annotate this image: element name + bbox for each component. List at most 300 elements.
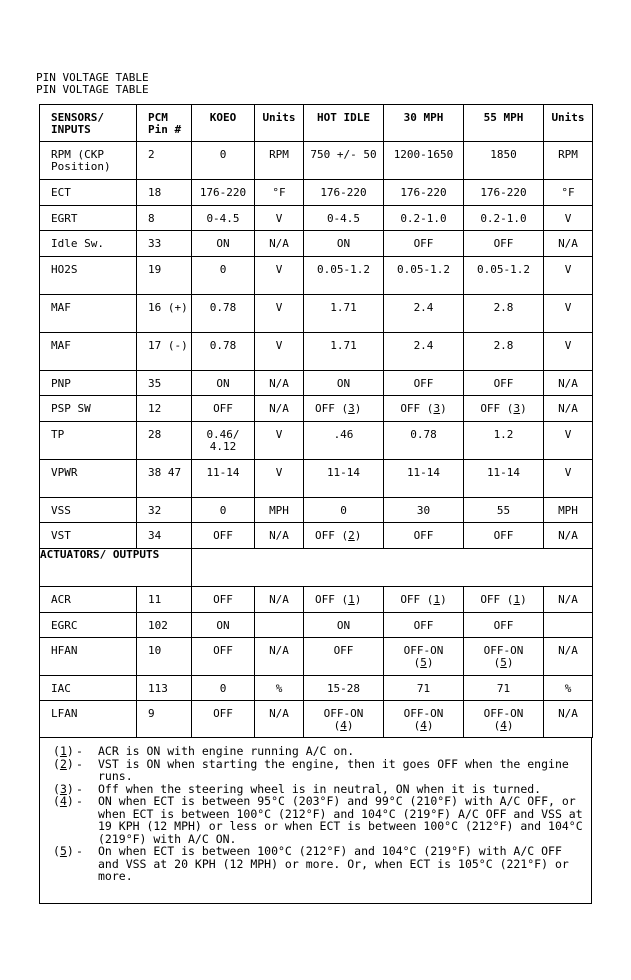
cell-value: 0.05-1.2 [317, 263, 370, 276]
koeo-cell [192, 180, 255, 206]
header-cell: Units [255, 105, 304, 142]
koeo-cell [192, 371, 255, 396]
cell-value: N/A [269, 377, 289, 390]
cell-value: OFF [493, 377, 514, 390]
cell-value: .46 [333, 428, 354, 441]
koeo-cell [192, 523, 255, 549]
footnote: (4) - ON when ECT is between 95°C (203°F) and 99°C (210°F) with A/C OFF, or when ECT is between 100°C (212°F) and 104°C (219°F) A/C OFF and VSS at 19 KPH (12 MPH) or less or when ECT is between 100°C (212°F) and 104°C (219°F) with A/C ON. [53, 795, 587, 845]
hot-idle-cell [304, 180, 384, 206]
cell-value: 1.71 [330, 339, 357, 352]
cell-value: OFF [213, 707, 233, 720]
cell-value: 750 +/- 50 [310, 148, 377, 161]
header-cell: HOT IDLE [304, 105, 384, 142]
mph30-cell [384, 295, 464, 333]
table-header-row [40, 105, 593, 142]
footnote-number: 4 [59, 794, 67, 808]
cell-value: 0.78 [410, 428, 437, 441]
cell-value: V [275, 263, 283, 276]
koeo-cell [192, 638, 255, 676]
cell-value: 176-220 [480, 186, 527, 199]
cell-value: 0 [340, 504, 347, 517]
mph55-cell [464, 180, 544, 206]
footnote-text: Off when the steering wheel is in neutral, ON when it is turned. [98, 781, 542, 796]
mph30-cell [384, 498, 464, 523]
mph30-cell [384, 460, 464, 498]
cell-value: EGRT [51, 212, 78, 225]
hot-idle-cell: OFF (1) [304, 587, 384, 613]
koeo-cell [192, 206, 255, 231]
cell-value: V [564, 263, 572, 276]
mph30-cell [384, 523, 464, 549]
cell-value: 10 [148, 644, 162, 657]
units2-cell [544, 295, 593, 333]
cell-value: OFF [400, 593, 421, 606]
table-row [40, 371, 593, 396]
page-title: PIN VOLTAGE TABLE [36, 71, 149, 84]
table-row [40, 142, 593, 180]
cell-value: OFF [413, 237, 434, 250]
cell-value: 0 [219, 682, 227, 695]
cell-value: 34 [148, 529, 162, 542]
pin-cell [137, 523, 192, 549]
cell-value: OFF [493, 237, 514, 250]
cell-value: MAF [51, 339, 71, 352]
units1-cell [255, 676, 304, 701]
cell-value: OFF [493, 619, 514, 632]
units1-cell [255, 701, 304, 738]
cell-value: VSS [51, 504, 71, 517]
cell-value: 113 [148, 682, 168, 695]
table-row [40, 333, 593, 371]
mph55-cell [464, 295, 544, 333]
cell-value: 0.2-1.0 [480, 212, 527, 225]
cell-value: OFF [333, 644, 354, 657]
hot-idle-cell [304, 257, 384, 295]
mph55-cell [464, 613, 544, 638]
units2-cell [544, 638, 593, 676]
cell-value: N/A [558, 402, 578, 415]
cell-value: RPM [558, 148, 578, 161]
cell-value: 71 [496, 682, 511, 695]
cell-value: OFF [213, 529, 233, 542]
units1-cell [255, 396, 304, 422]
footnote-ref: 1 [348, 593, 355, 606]
cell-value: V [275, 301, 283, 314]
cell-value: 0 [219, 504, 227, 517]
cell-value: 11-14 [206, 466, 240, 479]
name-cell [40, 523, 137, 549]
footnote-number: 2 [59, 756, 67, 771]
table-row [40, 422, 593, 460]
cell-value: 0-4.5 [326, 212, 361, 225]
cell-value: HFAN [51, 644, 78, 657]
cell-value: V [275, 339, 283, 352]
units2-cell [544, 257, 593, 295]
koeo-cell [192, 231, 255, 257]
footnote-ref: 3 [513, 402, 521, 415]
cell-value: OFF [213, 402, 233, 415]
table-row [40, 701, 593, 738]
table-row [40, 460, 593, 498]
name-cell [40, 498, 137, 523]
cell-value: N/A [558, 593, 578, 606]
pin-cell [137, 638, 192, 676]
koeo-cell [192, 676, 255, 701]
pin-cell [137, 180, 192, 206]
mph30-cell [384, 371, 464, 396]
table-row [40, 396, 593, 422]
cell-value: % [564, 682, 572, 695]
mph30-cell: OFF-ON (5) [384, 638, 464, 676]
units2-cell [544, 231, 593, 257]
cell-value: 0 [219, 263, 227, 276]
units1-cell [255, 231, 304, 257]
footnote-ref: 1 [433, 593, 441, 606]
cell-value: 71 [416, 682, 431, 695]
footnote-text: ON when ECT is between 95°C (203°F) and 99°C (210°F) with A/C OFF, or when ECT is between 100°C (212°F) and 104°C (219°F) A/C OFF and VSS at 19 KPH (12 MPH) or less or when ECT is between 100°C (212°F) and 104°C (219°F) with A/C ON. [98, 794, 583, 846]
mph30-cell [384, 257, 464, 295]
cell-value: 33 [148, 237, 162, 250]
cell-value: 0.2-1.0 [400, 212, 447, 225]
name-cell [40, 231, 137, 257]
cell-value: 2.4 [413, 301, 434, 314]
pin-cell [137, 371, 192, 396]
hot-idle-cell [304, 206, 384, 231]
cell-value: OFF-ON [483, 707, 524, 720]
pin-cell [137, 333, 192, 371]
cell-value: V [564, 428, 572, 441]
mph55-cell: OFF (3) [464, 396, 544, 422]
units2-cell [544, 613, 593, 638]
cell-value: 2.8 [493, 301, 514, 314]
cell-value: OFF-ON [323, 707, 364, 720]
koeo-cell [192, 613, 255, 638]
mph55-cell [464, 371, 544, 396]
mph30-cell [384, 142, 464, 180]
units1-cell [255, 638, 304, 676]
cell-value: OFF [213, 593, 233, 606]
cell-value: PSP SW [51, 402, 91, 415]
cell-value: 0.78 [209, 301, 237, 314]
pin-cell [137, 676, 192, 701]
hot-idle-cell [304, 371, 384, 396]
units1-cell [255, 180, 304, 206]
hot-idle-cell [304, 333, 384, 371]
cell-value: OFF [413, 529, 434, 542]
cell-value: N/A [269, 644, 289, 657]
cell-value: OFF-ON [403, 644, 444, 657]
units1-cell [255, 613, 304, 638]
units1-cell [255, 422, 304, 460]
units2-cell [544, 180, 593, 206]
table-row [40, 257, 593, 295]
page-title: PIN VOLTAGE TABLE [36, 83, 149, 96]
name-cell [40, 206, 137, 231]
cell-value: OFF [493, 529, 514, 542]
cell-value: 1.2 [493, 428, 514, 441]
cell-value: 0.05-1.2 [397, 263, 450, 276]
mph55-cell [464, 206, 544, 231]
koeo-cell [192, 142, 255, 180]
koeo-cell [192, 587, 255, 613]
cell-value: 12 [148, 402, 162, 415]
units2-cell [544, 701, 593, 738]
table-row [40, 613, 593, 638]
pin-cell [137, 422, 192, 460]
cell-value: °F [272, 186, 286, 199]
cell-value: OFF [480, 593, 501, 606]
pin-cell [137, 206, 192, 231]
cell-value: V [275, 466, 283, 479]
units1-cell [255, 142, 304, 180]
table-row [40, 638, 593, 676]
hot-idle-cell: OFF (3) [304, 396, 384, 422]
hot-idle-cell [304, 231, 384, 257]
footnote: (3) - Off when the steering wheel is in neutral, ON when it is turned. [53, 783, 587, 796]
table-row [40, 180, 593, 206]
cell-value: ECT [51, 186, 71, 199]
cell-value: Idle Sw. [51, 237, 104, 250]
footnote-ref: 3 [433, 402, 441, 415]
cell-value: OFF [315, 593, 335, 606]
footnote-ref: 3 [348, 402, 355, 415]
footnote-number: 3 [59, 781, 67, 796]
footnote-ref: 1 [513, 593, 521, 606]
cell-value: 0.46/ 4.12 [206, 428, 240, 453]
hot-idle-cell [304, 142, 384, 180]
cell-value: 28 [148, 428, 162, 441]
name-cell [40, 295, 137, 333]
page-titles [36, 72, 149, 96]
cell-value: N/A [558, 644, 578, 657]
table-row [40, 523, 593, 549]
cell-value: V [275, 428, 283, 441]
cell-value: 2.4 [413, 339, 434, 352]
cell-value: VST [51, 529, 71, 542]
cell-value: 9 [148, 707, 155, 720]
units2-cell [544, 371, 593, 396]
cell-value: N/A [558, 237, 578, 250]
cell-value: N/A [269, 529, 289, 542]
mph55-cell [464, 676, 544, 701]
footnote-ref: 4 [500, 719, 507, 732]
cell-value: N/A [558, 529, 578, 542]
cell-value: 11 [148, 593, 162, 606]
mph55-cell [464, 231, 544, 257]
cell-value: MPH [558, 504, 578, 517]
units2-cell [544, 333, 593, 371]
units1-cell [255, 333, 304, 371]
cell-value: 11-14 [326, 466, 361, 479]
cell-value: 30 [416, 504, 431, 517]
cell-value: 19 [148, 263, 162, 276]
cell-value: RPM (CKP Position) [51, 148, 111, 173]
units2-cell [544, 676, 593, 701]
header-cell: 30 MPH [384, 105, 464, 142]
cell-value: 15-28 [326, 682, 361, 695]
name-cell [40, 701, 137, 738]
cell-value: °F [561, 186, 575, 199]
cell-value: 16 (+) [148, 301, 188, 314]
hot-idle-cell: OFF-ON (4) [304, 701, 384, 738]
mph30-cell: OFF (1) [384, 587, 464, 613]
header-cell: 55 MPH [464, 105, 544, 142]
pin-cell [137, 231, 192, 257]
cell-value: 0.78 [209, 339, 237, 352]
mph30-cell [384, 422, 464, 460]
footnote-ref: 4 [340, 719, 347, 732]
cell-value: ON [336, 237, 351, 250]
units2-cell [544, 587, 593, 613]
mph55-cell: OFF (1) [464, 587, 544, 613]
pin-cell [137, 257, 192, 295]
cell-value: 2.8 [493, 339, 514, 352]
footnote: (1) - ACR is ON with engine running A/C on. [53, 745, 587, 758]
cell-value: ON [336, 377, 351, 390]
units1-cell [255, 257, 304, 295]
sensor-rows [40, 142, 593, 549]
cell-value: LFAN [51, 707, 78, 720]
mph30-cell: OFF (3) [384, 396, 464, 422]
mph55-cell [464, 498, 544, 523]
table-row [40, 231, 593, 257]
mph55-cell [464, 460, 544, 498]
units2-cell [544, 523, 593, 549]
cell-value: 11-14 [486, 466, 521, 479]
pin-cell [137, 498, 192, 523]
cell-value: MAF [51, 301, 71, 314]
footnote-ref: 5 [500, 656, 507, 669]
units2-cell [544, 206, 593, 231]
footnote-text: ACR is ON with engine running A/C on. [98, 744, 355, 758]
cell-value: 176-220 [400, 186, 447, 199]
hot-idle-cell [304, 676, 384, 701]
koeo-cell [192, 257, 255, 295]
cell-value: 1200-1650 [393, 148, 454, 161]
name-cell [40, 460, 137, 498]
footnote-number: 1 [59, 744, 67, 758]
cell-value: OFF [213, 644, 233, 657]
cell-value: IAC [51, 682, 71, 695]
units1-cell [255, 498, 304, 523]
footnote-number: 5 [59, 844, 67, 858]
table-row [40, 498, 593, 523]
name-cell [40, 180, 137, 206]
cell-value: 102 [148, 619, 168, 632]
pin-cell [137, 613, 192, 638]
cell-value: TP [51, 428, 65, 441]
hot-idle-cell [304, 460, 384, 498]
cell-value: 0-4.5 [206, 212, 240, 225]
hot-idle-cell [304, 638, 384, 676]
name-cell [40, 257, 137, 295]
mph30-cell [384, 333, 464, 371]
units1-cell [255, 460, 304, 498]
koeo-cell [192, 498, 255, 523]
name-cell [40, 333, 137, 371]
cell-value: OFF [413, 619, 434, 632]
units2-cell [544, 142, 593, 180]
cell-value: 176-220 [320, 186, 367, 199]
cell-value: V [564, 339, 572, 352]
footnotes [39, 738, 592, 904]
cell-value: 18 [148, 186, 162, 199]
mph55-cell [464, 142, 544, 180]
cell-value: 176-220 [199, 186, 247, 199]
cell-value: ACR [51, 593, 71, 606]
cell-value: N/A [558, 377, 578, 390]
cell-value: ON [216, 619, 230, 632]
name-cell [40, 142, 137, 180]
units1-cell [255, 587, 304, 613]
cell-value: 1850 [490, 148, 517, 161]
koeo-cell [192, 460, 255, 498]
section-header-row [40, 549, 593, 587]
cell-value: N/A [269, 593, 289, 606]
footnote-text: On when ECT is between 100°C (212°F) and 104°C (219°F) with A/C OFF and VSS at 20 KPH (12 MPH) or more. Or, when ECT is 105°C (221°F) or more. [98, 844, 569, 883]
actuator-rows [40, 587, 593, 738]
units1-cell [255, 371, 304, 396]
footnote-ref: 2 [348, 529, 355, 542]
mph55-cell [464, 333, 544, 371]
cell-value: V [564, 212, 572, 225]
cell-value: OFF-ON [483, 644, 524, 657]
cell-value: HO2S [51, 263, 78, 276]
pin-voltage-table [39, 104, 593, 738]
mph55-cell [464, 257, 544, 295]
mph55-cell [464, 523, 544, 549]
section-empty-cell [192, 549, 593, 587]
hot-idle-cell [304, 422, 384, 460]
header-cell: Units [544, 105, 593, 142]
cell-value: N/A [269, 402, 289, 415]
cell-value: 2 [148, 148, 155, 161]
units1-cell [255, 295, 304, 333]
table-row [40, 676, 593, 701]
cell-value: OFF-ON [403, 707, 444, 720]
name-cell [40, 638, 137, 676]
actuators-section-label: ACTUATORS/ OUTPUTS [40, 549, 192, 587]
units2-cell [544, 422, 593, 460]
cell-value: 32 [148, 504, 162, 517]
header-cell: SENSORS/ INPUTS [40, 105, 137, 142]
units1-cell [255, 206, 304, 231]
cell-value: 35 [148, 377, 162, 390]
mph55-cell: OFF-ON (4) [464, 701, 544, 738]
cell-value: 17 (-) [148, 339, 188, 352]
cell-value: 38 47 [148, 466, 182, 479]
footnote-ref: 5 [420, 656, 427, 669]
cell-value: N/A [269, 237, 289, 250]
hot-idle-cell [304, 295, 384, 333]
pin-cell [137, 295, 192, 333]
cell-value: OFF [315, 402, 335, 415]
pin-cell [137, 701, 192, 738]
mph30-cell [384, 206, 464, 231]
mph30-cell [384, 180, 464, 206]
cell-value: 1.71 [330, 301, 357, 314]
footnote: (5) - On when ECT is between 100°C (212°F) and 104°C (219°F) with A/C OFF and VSS at 20 KPH (12 MPH) or more. Or, when ECT is 105°C (221°F) or more. [53, 845, 587, 883]
cell-value: 0 [219, 148, 227, 161]
koeo-cell [192, 295, 255, 333]
cell-value: ON [216, 237, 230, 250]
pin-cell [137, 587, 192, 613]
cell-value: MPH [269, 504, 289, 517]
cell-value: 0.05-1.2 [477, 263, 530, 276]
header-cell: KOEO [192, 105, 255, 142]
cell-value: EGRC [51, 619, 78, 632]
cell-value: N/A [269, 707, 289, 720]
